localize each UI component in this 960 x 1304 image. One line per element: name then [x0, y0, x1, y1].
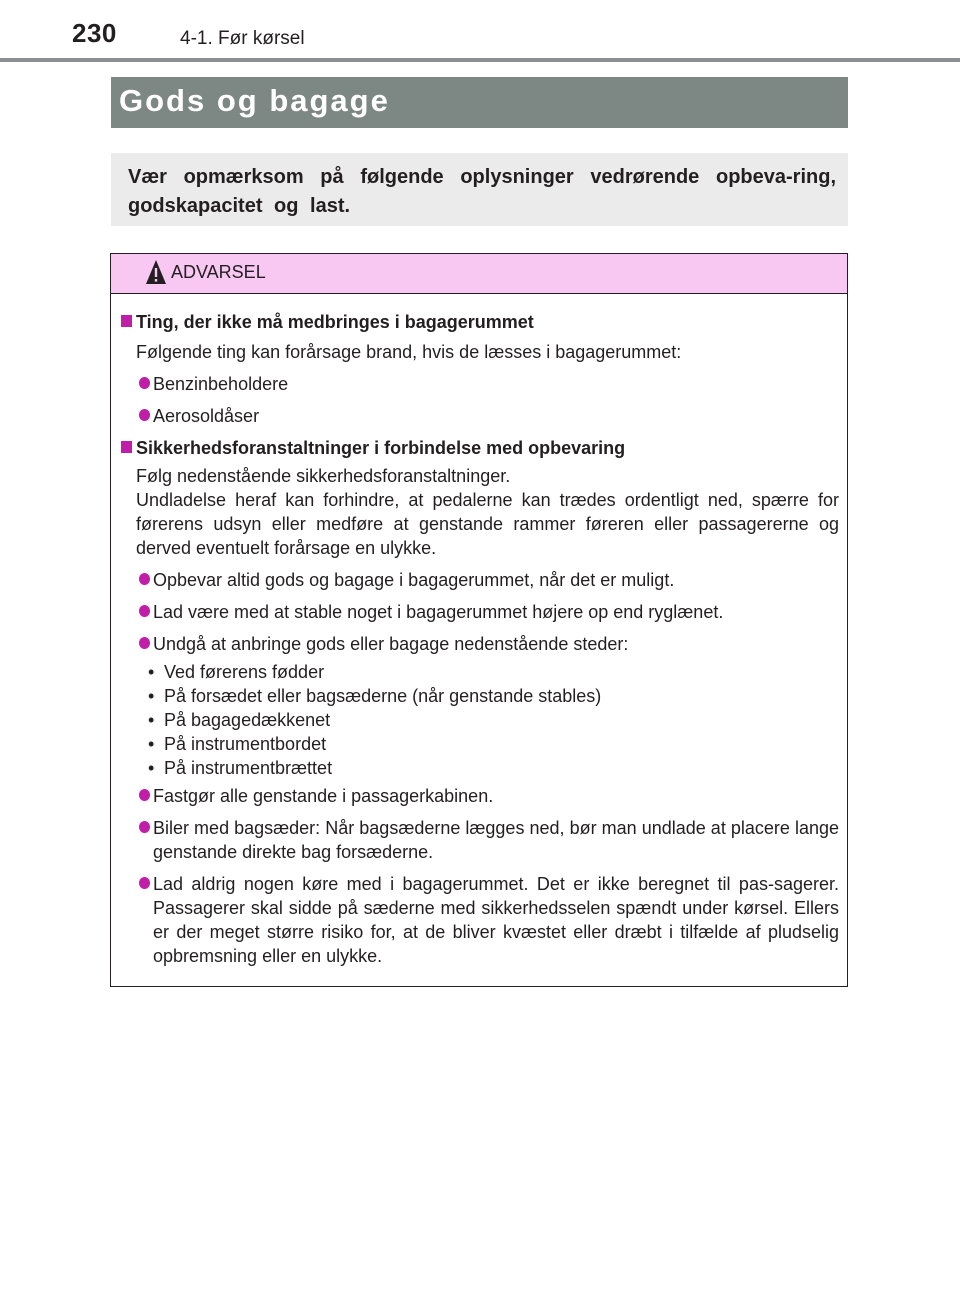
- header-divider: [0, 58, 960, 62]
- list-item: [119, 600, 839, 624]
- list-item-text: Opbevar altid gods og bagage i bagagerummet, når det er muligt.: [153, 570, 675, 590]
- paragraph: Følg nedenstående sikkerhedsforanstaltninger.: [136, 466, 511, 486]
- warning-label: ADVARSEL: [171, 262, 266, 282]
- list-item-text: Biler med bagsæder: Når bagsæderne lægges ned, bør man undlade at placere lange genstande direkte bag forsæderne.: [153, 818, 839, 862]
- title-bar: [111, 77, 848, 128]
- section-heading: [119, 436, 839, 460]
- list-item-text: Fastgør alle genstande i passagerkabinen.: [153, 786, 494, 806]
- list-item-text: Aerosoldåser: [153, 406, 260, 426]
- paragraph: Følgende ting kan forårsage brand, hvis de læsses i bagagerummet:: [136, 342, 682, 362]
- list-item: [119, 816, 839, 864]
- intro-text: Vær opmærksom på følgende oplysninger vedrørende opbeva-ring, godskapacitet og last.: [128, 166, 836, 217]
- list-item: [119, 404, 839, 428]
- warning-header: [111, 254, 847, 294]
- warning-box: [110, 253, 848, 987]
- sub-list: [119, 660, 839, 780]
- section-heading: [119, 310, 839, 334]
- circle-bullet-icon: [139, 377, 150, 389]
- warning-body: [111, 294, 847, 968]
- list-item-text: Lad aldrig nogen køre med i bagagerummet. Det er ikke beregnet til pas-sagerer. Passagerer skal sidde på sæderne med sikkerhedsselen spændt under kørsel. Ellers er der meget større risiko for, at de bliver kvæstet eller dræbt i tilfælde af pludselig opbremsning eller en ulykke.: [153, 874, 839, 966]
- section-heading-text: Sikkerhedsforanstaltninger i forbindelse med opbevaring: [136, 438, 626, 458]
- sub-list-item: • På forsædet eller bagsæderne (når genstande stables): [119, 684, 839, 708]
- square-bullet-icon: [121, 441, 132, 453]
- list-item: [119, 872, 839, 968]
- page-title: Gods og bagage: [119, 83, 390, 118]
- list-item-text: Benzinbeholdere: [153, 374, 289, 394]
- list-item: [119, 568, 839, 592]
- sub-list-item: • Ved førerens fødder: [119, 660, 839, 684]
- list-item-text: Lad være med at stable noget i bagagerummet højere op end ryglænet.: [153, 602, 724, 622]
- circle-bullet-icon: [139, 821, 150, 833]
- circle-bullet-icon: [139, 409, 150, 421]
- square-bullet-icon: [121, 315, 132, 327]
- list-item: [119, 372, 839, 396]
- circle-bullet-icon: [139, 877, 150, 889]
- circle-bullet-icon: [139, 789, 150, 801]
- list-item-text: Undgå at anbringe gods eller bagage nedenstående steder:: [153, 634, 629, 654]
- page-header: [0, 0, 960, 62]
- section-heading-text: Ting, der ikke må medbringes i bagagerummet: [136, 312, 534, 332]
- circle-bullet-icon: [139, 573, 150, 585]
- paragraph: Undladelse heraf kan forhindre, at pedalerne kan trædes ordentligt ned, spærre for førerens udsyn eller medføre at genstande rammer føreren eller passagererne og derved eventuelt forårsage en ulykke.: [136, 490, 839, 558]
- list-item: [119, 632, 839, 656]
- circle-bullet-icon: [139, 637, 150, 649]
- list-item: [119, 784, 839, 808]
- sub-list-item: • På bagagedækkenet: [119, 708, 839, 732]
- intro-box: [111, 153, 848, 226]
- page-number: 230: [72, 18, 117, 48]
- sub-list-item: • På instrumentbrættet: [119, 756, 839, 780]
- circle-bullet-icon: [139, 605, 150, 617]
- sub-list-item: • På instrumentbordet: [119, 732, 839, 756]
- warning-triangle-icon: [145, 259, 167, 285]
- section-label: 4-1. Før kørsel: [180, 28, 305, 49]
